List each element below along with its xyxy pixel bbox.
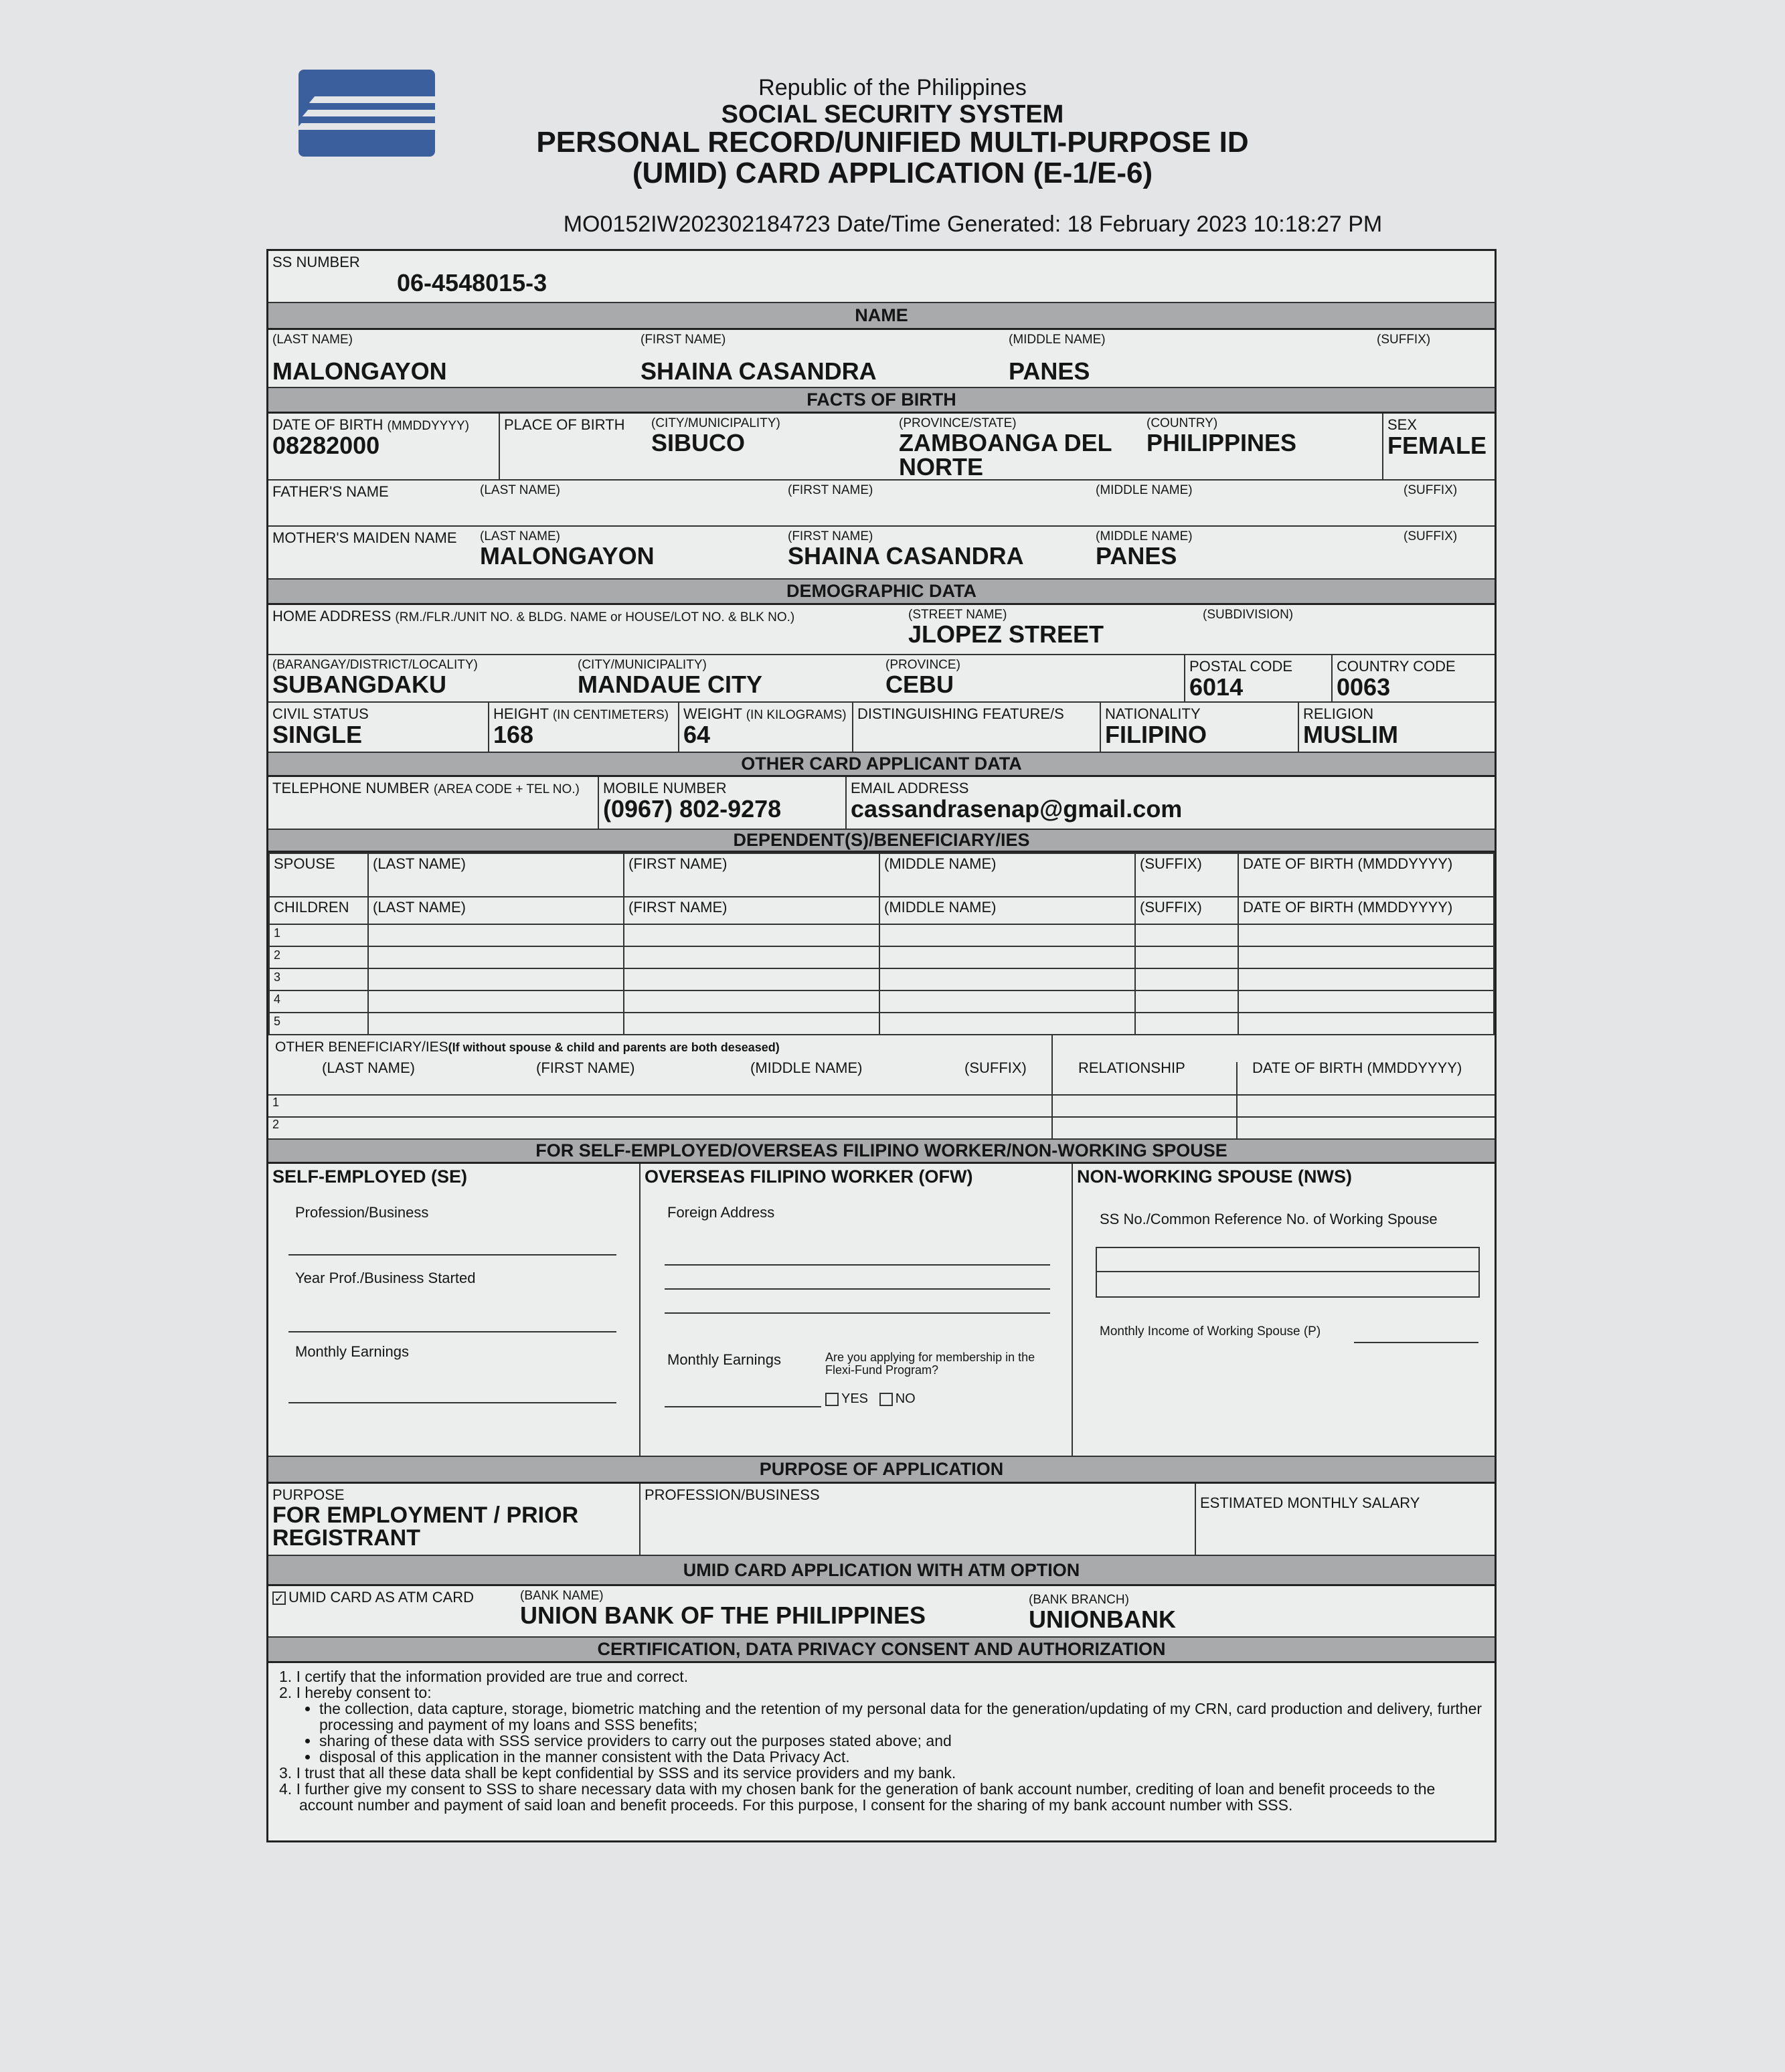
last-name: MALONGAYON [272, 357, 447, 385]
barangay-value: SUBANGDAKU [272, 671, 446, 698]
section-umid-atm: UMID CARD APPLICATION WITH ATM OPTION [268, 1556, 1495, 1586]
label: (STREET NAME) [908, 608, 1007, 622]
yes-checkbox[interactable] [825, 1393, 839, 1406]
certification-text [268, 1663, 1495, 1840]
dependents-table [268, 853, 1495, 1035]
label: WEIGHT [683, 705, 742, 722]
label: (SUFFIX) [1404, 483, 1458, 497]
child-number: 3 [269, 968, 368, 990]
city-value: MANDAUE CITY [578, 671, 762, 698]
label: YES [841, 1391, 869, 1406]
label: TELEPHONE NUMBER [272, 780, 430, 796]
foreign-address-field[interactable] [665, 1312, 1050, 1314]
form-title-2: (UMID) CARD APPLICATION (E-1/E-6) [632, 157, 1153, 189]
label: Monthly Income of Working Spouse (P) [1100, 1324, 1321, 1339]
child-number: 1 [269, 924, 368, 946]
label: Year Prof./Business Started [295, 1270, 476, 1286]
label: (MIDDLE NAME) [750, 1059, 863, 1076]
label: (COUNTRY) [1146, 416, 1218, 430]
agency-name: SOCIAL SECURITY SYSTEM [721, 100, 1064, 128]
label: EMAIL ADDRESS [851, 780, 969, 796]
label: (LAST NAME) [480, 483, 561, 497]
label: PROFESSION/BUSINESS [645, 1486, 820, 1503]
child-number: 2 [269, 946, 368, 968]
height-value: 168 [493, 721, 534, 748]
ofw-monthly-field[interactable] [665, 1406, 821, 1407]
postal-value: 6014 [1189, 673, 1244, 701]
section-birth: FACTS OF BIRTH [268, 388, 1495, 414]
working-spouse-ss-field[interactable] [1096, 1247, 1480, 1298]
mobile-value: (0967) 802-9278 [603, 795, 782, 823]
label: (FIRST NAME) [788, 483, 873, 497]
label: Monthly Earnings [295, 1343, 409, 1360]
nws-income-field[interactable] [1354, 1342, 1478, 1343]
label: FATHER'S NAME [272, 483, 389, 500]
label: (LAST NAME) [322, 1059, 415, 1076]
label: (FIRST NAME) [536, 1059, 635, 1076]
label: (BANK BRANCH) [1029, 1593, 1129, 1607]
label: (FIRST NAME) [624, 853, 879, 897]
bank-branch-value: UNIONBANK [1029, 1606, 1176, 1633]
label: HEIGHT [493, 705, 549, 722]
section-name: NAME [268, 303, 1495, 330]
section-certification: CERTIFICATION, DATA PRIVACY CONSENT AND AUTHORIZATION [268, 1638, 1495, 1663]
label: CIVIL STATUS [272, 705, 369, 722]
label: DATE OF BIRTH (MMDDYYYY) [1238, 897, 1494, 924]
pob-province: ZAMBOANGA DEL NORTE [899, 429, 1112, 481]
year-started-field[interactable] [288, 1331, 616, 1332]
label: Foreign Address [667, 1204, 775, 1221]
label: DISTINGUISHING FEATURE/S [857, 705, 1064, 722]
cert-bullet: • the collection, data capture, storage, biometric matching and the retention of my personal data for the generation/updating of my CRN, card production and delivery, further processing and payment of my loans and SSS benefits; [319, 1701, 1484, 1733]
label: (LAST NAME) [368, 897, 624, 924]
middle-name: PANES [1009, 357, 1090, 385]
atm-checkbox[interactable]: ✓ [272, 1591, 286, 1605]
beneficiary-row[interactable]: 2 [268, 1116, 1495, 1138]
label: RELIGION [1303, 705, 1374, 722]
child-row [269, 990, 1494, 1013]
label: HOME ADDRESS [272, 608, 392, 624]
child-cell[interactable] [368, 968, 624, 990]
nationality-value: FILIPINO [1105, 721, 1207, 748]
religion-value: MUSLIM [1303, 721, 1398, 748]
label: MOTHER'S MAIDEN NAME [272, 529, 457, 546]
section-other-card: OTHER CARD APPLICANT DATA [268, 753, 1495, 777]
child-cell[interactable] [1238, 1013, 1494, 1035]
label: COUNTRY CODE [1337, 658, 1456, 675]
child-cell[interactable] [1238, 968, 1494, 990]
label: (BARANGAY/DISTRICT/LOCALITY) [272, 658, 478, 672]
child-cell[interactable] [1135, 1013, 1238, 1035]
generated-info: MO0152IW202302184723 Date/Time Generated: 18 February 2023 10:18:27 PM [563, 211, 1383, 237]
child-number: 4 [269, 990, 368, 1013]
email-value: cassandrasenap@gmail.com [851, 795, 1183, 823]
label: Monthly Earnings [667, 1351, 781, 1368]
section-dependents: DEPENDENT(S)/BENEFICIARY/IES [268, 830, 1495, 853]
beneficiary-row[interactable]: 1 [268, 1094, 1495, 1116]
cert-item: 2. I hereby consent to: [279, 1684, 432, 1701]
sex-value: FEMALE [1387, 432, 1486, 459]
mother-middle: PANES [1096, 542, 1177, 570]
child-cell[interactable] [368, 990, 624, 1013]
child-row [269, 1013, 1494, 1035]
child-cell[interactable] [624, 968, 879, 990]
child-row [269, 924, 1494, 946]
label: Profession/Business [295, 1204, 429, 1221]
label: POSTAL CODE [1189, 658, 1293, 675]
weight-value: 64 [683, 721, 711, 748]
label: DATE OF BIRTH (MMDDYYYY) [1238, 853, 1494, 897]
child-cell[interactable] [1238, 924, 1494, 946]
label: NATIONALITY [1105, 705, 1201, 722]
label: (PROVINCE/STATE) [899, 416, 1017, 430]
province-value: CEBU [885, 671, 954, 698]
label: OTHER BENEFICIARY/IES [275, 1039, 448, 1055]
child-cell[interactable] [879, 1013, 1135, 1035]
label: SS NUMBER [272, 254, 360, 270]
section-purpose: PURPOSE OF APPLICATION [268, 1457, 1495, 1484]
pob-country: PHILIPPINES [1146, 429, 1297, 456]
child-cell[interactable] [879, 924, 1135, 946]
cert-item: 1. I certify that the information provided are true and correct. [279, 1668, 689, 1685]
label: (SUFFIX) [1135, 853, 1238, 897]
label: (CITY/MUNICIPALITY) [651, 416, 780, 430]
civil-status-value: SINGLE [272, 721, 363, 748]
child-number: 5 [269, 1013, 368, 1035]
child-cell[interactable] [1135, 990, 1238, 1013]
other-beneficiaries [268, 1035, 1495, 1140]
label: (LAST NAME) [368, 853, 624, 897]
pob-city: SIBUCO [651, 429, 746, 456]
first-name: SHAINA CASANDRA [641, 357, 877, 385]
foreign-address-field[interactable] [665, 1264, 1050, 1266]
child-cell[interactable] [624, 924, 879, 946]
child-cell[interactable] [1135, 924, 1238, 946]
label: (MIDDLE NAME) [879, 853, 1135, 897]
cert-item: 3. I trust that all these data shall be kept confidential by SSS and its service providers and my bank. [279, 1764, 956, 1782]
label: NO [895, 1391, 916, 1406]
child-cell[interactable] [624, 1013, 879, 1035]
label: SS No./Common Reference No. of Working Spouse [1100, 1211, 1438, 1227]
label: (MIDDLE NAME) [879, 897, 1135, 924]
label: (AREA CODE + TEL NO.) [433, 782, 580, 796]
child-cell[interactable] [368, 946, 624, 968]
label: (IN KILOGRAMS) [746, 708, 847, 722]
bank-name-value: UNION BANK OF THE PHILIPPINES [520, 1602, 926, 1629]
se-monthly-field[interactable] [288, 1402, 616, 1403]
label: SELF-EMPLOYED (SE) [272, 1167, 468, 1187]
label: ESTIMATED MONTHLY SALARY [1200, 1494, 1420, 1511]
label: (RM./FLR./UNIT NO. & BLDG. NAME or HOUSE/LOT NO. & BLK NO.) [395, 610, 795, 624]
cert-item: 4. I further give my consent to SSS to share necessary data with my chosen bank for the generation of bank account number, crediting of loan and benefit proceeds to the account number and payment of said loan and benefit proceeds. For this purpose, I consent for the sharing of my bank account number with SSS. [279, 1780, 1436, 1814]
child-cell[interactable] [879, 990, 1135, 1013]
label: PURPOSE [272, 1486, 345, 1503]
purpose-value: FOR EMPLOYMENT / PRIOR REGISTRANT [272, 1502, 579, 1551]
label: UMID CARD AS ATM CARD [288, 1589, 475, 1606]
label: (BANK NAME) [520, 1589, 604, 1603]
label: (FIRST NAME) [624, 897, 879, 924]
label: PLACE OF BIRTH [504, 416, 625, 433]
label: (MIDDLE NAME) [1096, 483, 1193, 497]
child-cell[interactable] [368, 924, 624, 946]
republic-text: Republic of the Philippines [758, 75, 1027, 100]
label: CHILDREN [269, 897, 368, 924]
label: DATE OF BIRTH [272, 416, 384, 433]
section-demographic: DEMOGRAPHIC DATA [268, 580, 1495, 605]
form-title-1: PERSONAL RECORD/UNIFIED MULTI-PURPOSE ID [536, 126, 1249, 159]
label: (PROVINCE) [885, 658, 960, 672]
label: (MIDDLE NAME) [1096, 529, 1193, 543]
mother-last: MALONGAYON [480, 542, 655, 570]
no-checkbox[interactable] [879, 1393, 893, 1406]
child-cell[interactable] [1238, 990, 1494, 1013]
ss-number-value: 06-4548015-3 [397, 269, 547, 296]
child-row [269, 946, 1494, 968]
child-cell[interactable] [368, 1013, 624, 1035]
label: RELATIONSHIP [1078, 1059, 1185, 1076]
foreign-address-field[interactable] [665, 1288, 1050, 1290]
label: (MIDDLE NAME) [1009, 333, 1106, 347]
label: (SUFFIX) [964, 1059, 1027, 1076]
label: (SUFFIX) [1377, 333, 1431, 347]
label: (SUFFIX) [1404, 529, 1458, 543]
child-cell[interactable] [1238, 946, 1494, 968]
mother-first: SHAINA CASANDRA [788, 542, 1024, 570]
label: (CITY/MUNICIPALITY) [578, 658, 707, 672]
label: (LAST NAME) [272, 333, 353, 347]
label: MOBILE NUMBER [603, 780, 727, 796]
cert-bullet: • sharing of these data with SSS service providers to carry out the purposes stated above; and [319, 1733, 1484, 1749]
label: (SUFFIX) [1135, 897, 1238, 924]
label: DATE OF BIRTH (MMDDYYYY) [1252, 1059, 1462, 1076]
label: (MMDDYYYY) [387, 419, 469, 433]
label: (FIRST NAME) [788, 529, 873, 543]
label: NON-WORKING SPOUSE (NWS) [1077, 1167, 1352, 1187]
profession-field[interactable] [288, 1254, 616, 1256]
label: (SUBDIVISION) [1203, 608, 1294, 622]
dob-value: 08282000 [272, 432, 380, 459]
label: Are you applying for membership in the Flexi-Fund Program? [825, 1351, 1035, 1377]
label: SEX [1387, 416, 1418, 433]
country-code-value: 0063 [1337, 673, 1391, 701]
child-cell[interactable] [624, 990, 879, 1013]
label: SPOUSE [269, 853, 368, 897]
section-self-employed: FOR SELF-EMPLOYED/OVERSEAS FILIPINO WORKER/NON-WORKING SPOUSE [268, 1140, 1495, 1164]
child-cell[interactable] [1135, 968, 1238, 990]
child-row [269, 968, 1494, 990]
label: (LAST NAME) [480, 529, 561, 543]
application-form [266, 249, 1497, 1842]
child-cell[interactable] [1135, 946, 1238, 968]
label: OVERSEAS FILIPINO WORKER (OFW) [645, 1167, 973, 1187]
label: (If without spouse & child and parents are both deseased) [448, 1041, 780, 1054]
child-cell[interactable] [624, 946, 879, 968]
child-cell[interactable] [879, 946, 1135, 968]
label: (FIRST NAME) [641, 333, 726, 347]
label: (IN CENTIMETERS) [552, 708, 669, 722]
child-cell[interactable] [879, 968, 1135, 990]
cert-bullet: • disposal of this application in the manner consistent with the Data Privacy Act. [319, 1749, 1484, 1765]
street-value: JLOPEZ STREET [908, 620, 1104, 648]
